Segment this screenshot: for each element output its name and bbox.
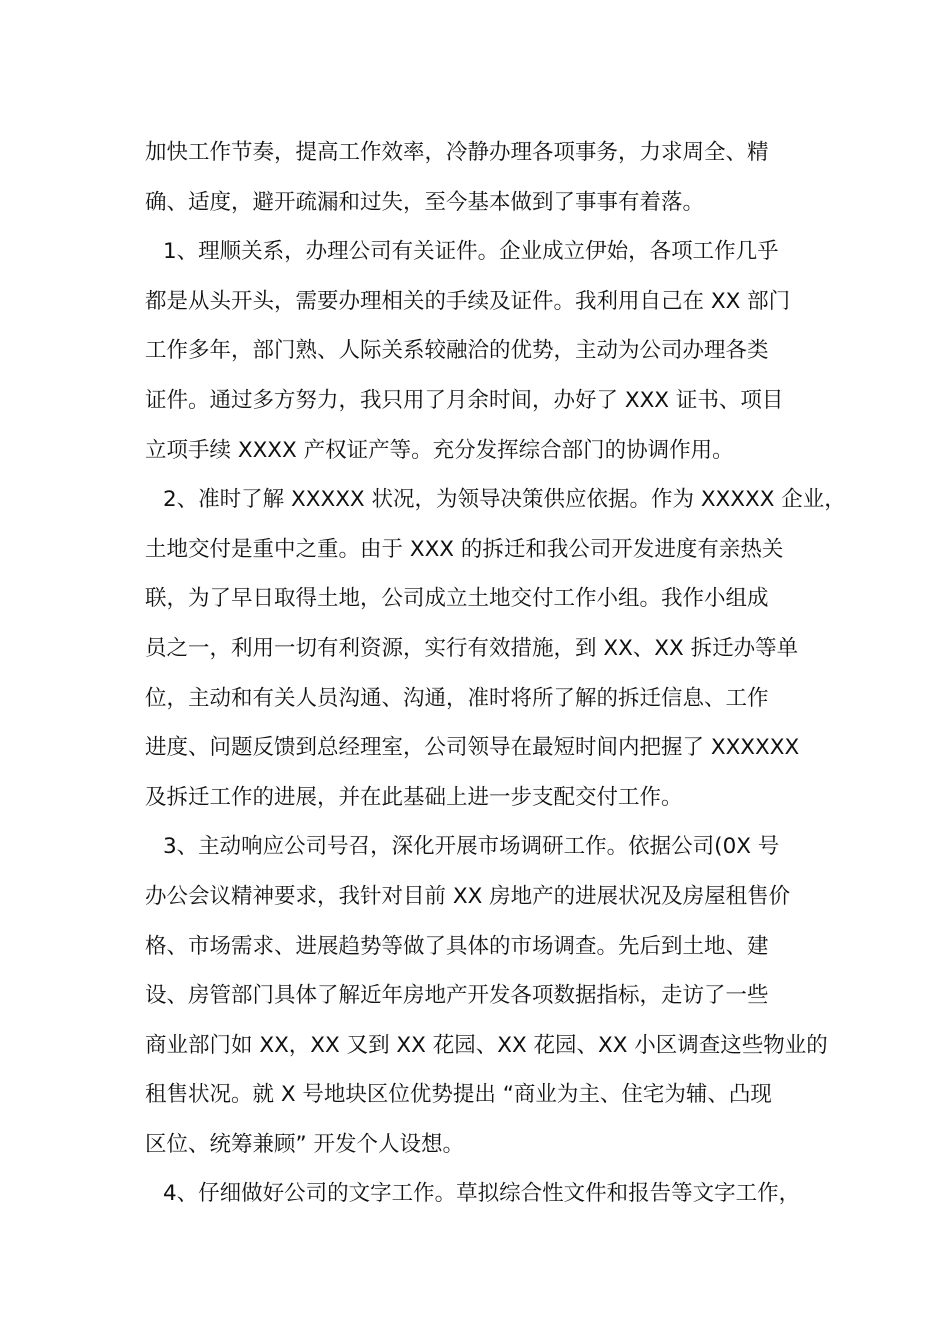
text-line: 办公会议精神要求，我针对目前 XX 房地产的进展状况及房屋租售价 [145, 883, 791, 909]
text-line: 设、房管部门具体了解近年房地产开发各项数据指标，走访了一些 [145, 983, 769, 1009]
text-line: 确、适度，避开疏漏和过失，至今基本做到了事事有着落。 [145, 189, 705, 215]
text-line: 4、仔细做好公司的文字工作。草拟综合性文件和报告等文字工作， [163, 1181, 801, 1207]
text-line: 及拆迁工作的进展，并在此基础上进一步支配交付工作。 [145, 784, 683, 810]
text-line: 立项手续 XXXX 产权证产等。充分发挥综合部门的协调作用。 [145, 437, 734, 463]
text-line: 土地交付是重中之重。由于 XXX 的拆迁和我公司开发进度有亲热关 [145, 536, 784, 562]
text-line: 位，主动和有关人员沟通、沟通，准时将所了解的拆迁信息、工作 [145, 685, 769, 711]
text-line: 2、准时了解 XXXXX 状况，为领导决策供应依据。作为 XXXXX 企业， [163, 487, 846, 513]
text-line: 3、主动响应公司号召，深化开展市场调研工作。依据公司(0X 号 [163, 834, 780, 860]
text-line: 加快工作节奏，提高工作效率，冷静办理各项事务，力求周全、精 [145, 140, 769, 165]
text-line: 员之一，利用一切有利资源，实行有效措施，到 XX、XX 拆迁办等单 [145, 635, 799, 661]
text-line: 都是从头开头，需要办理相关的手续及证件。我利用自己在 XX 部门 [145, 288, 791, 314]
text-line: 1、理顺关系，办理公司有关证件。企业成立伊始，各项工作几乎 [163, 239, 779, 265]
text-line: 区位、统筹兼顾” 开发个人设想。 [145, 1131, 464, 1157]
text-line: 联，为了早日取得土地，公司成立土地交付工作小组。我作小组成 [145, 586, 769, 612]
text-line: 商业部门如 XX，XX 又到 XX 花园、XX 花园、XX 小区调查这些物业的 [145, 1032, 828, 1058]
document-body [145, 128, 846, 1219]
text-line: 证件。通过多方努力，我只用了月余时间，办好了 XXX 证书、项目 [145, 387, 784, 413]
text-line: 格、市场需求、进展趋势等做了具体的市场调查。先后到土地、建 [145, 933, 769, 959]
text-line: 租售状况。就 X 号地块区位优势提出 “商业为主、住宅为辅、凸现 [145, 1082, 772, 1108]
text-line: 工作多年，部门熟、人际关系较融洽的优势，主动为公司办理各类 [145, 338, 769, 364]
text-line: 进度、问题反馈到总经理室，公司领导在最短时间内把握了 XXXXXX [145, 735, 800, 761]
